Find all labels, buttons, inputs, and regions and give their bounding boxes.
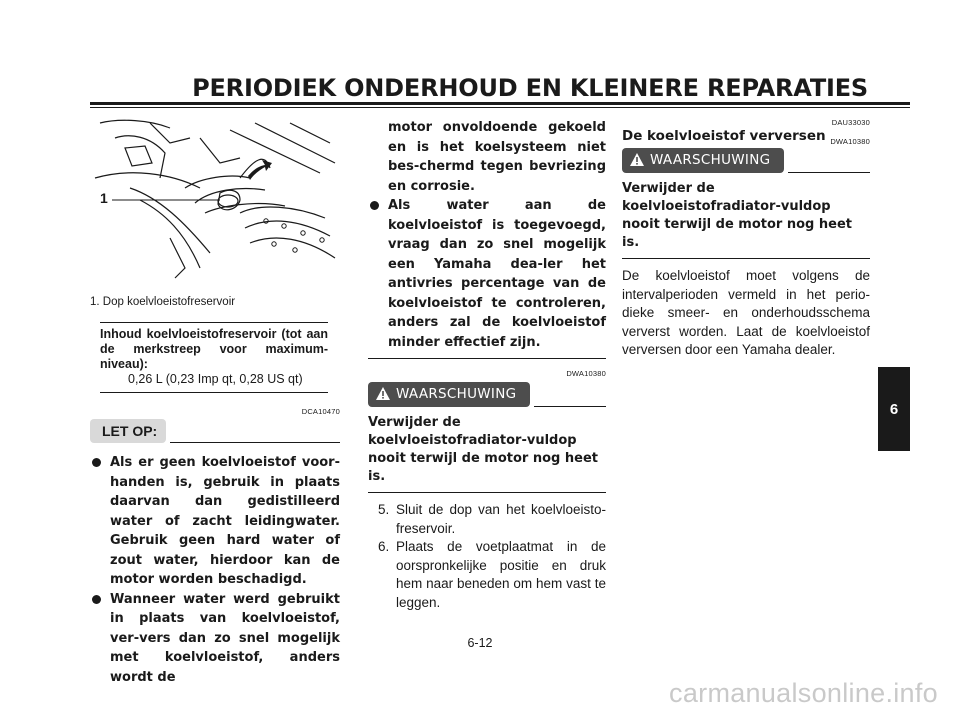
section-title: De koelvloeistof verversen bbox=[622, 128, 826, 144]
bullet-text: Als er geen koelvloeistof voor-handen is, gebruik in plaats daarvan dan gedistilleerd water of zacht leidingwater. Gebruik geen hard water of zout water, hierdoor kan de motor worden beschadigd. bbox=[110, 455, 340, 587]
page-number: 6-12 bbox=[467, 636, 493, 650]
bullet-text: Als water aan de koelvloeistof is toegevoegd, vraag dan zo snel mogelijk een Yamaha dea-ler het antivries percentage van de koelvloeistof te controleren, anders zal de koelvloeistof minder effectief zijn. bbox=[388, 198, 606, 350]
spec-value: 0,26 L (0,23 Imp qt, 0,28 US qt) bbox=[128, 372, 303, 386]
bullet-icon bbox=[92, 458, 101, 467]
page-header-title: PERIODIEK ONDERHOUD EN KLEINERE REPARATIES bbox=[192, 74, 868, 102]
step-text: Plaats de voetplaatmat in de oorspronkelijke positie en druk hem naar beneden om hem vast te leggen. bbox=[396, 539, 606, 610]
caution-badge: LET OP: bbox=[90, 419, 166, 443]
section-warning-code: DWA10380 bbox=[830, 137, 870, 146]
caution-rule bbox=[170, 442, 340, 443]
column-right bbox=[622, 118, 870, 360]
warning-rule bbox=[534, 406, 606, 407]
caution-continuation: motor onvoldoende gekoeld en is het koelsysteem niet bes-chermd tegen bevriezing en corrosie. bbox=[388, 120, 606, 194]
caution-header bbox=[90, 419, 340, 445]
spec-label: Inhoud koelvloeistofreservoir (tot aan de merkstreep voor maximum-niveau): bbox=[100, 327, 328, 371]
figure-caption: 1. Dop koelvloeistofreservoir bbox=[90, 296, 236, 308]
bullet-text: Wanneer water werd gebruikt in plaats van koelvloeistof, ver-vers dan zo snel mogelijk met koelvloeistof, anders wordt de bbox=[110, 591, 340, 685]
figure-callout-number: 1 bbox=[100, 190, 108, 206]
bullet-icon bbox=[370, 201, 379, 210]
step-number: 5. bbox=[378, 502, 390, 517]
steps-list bbox=[368, 501, 606, 612]
column-middle bbox=[368, 118, 606, 612]
step-text: Sluit de dop van het koelvloeisto-freservoir. bbox=[396, 502, 606, 536]
warning-text: Verwijder de koelvloeistofradiator-vuldop nooit terwijl de motor nog heet is. bbox=[368, 414, 606, 493]
section-warning-rule bbox=[788, 172, 870, 173]
spec-box bbox=[100, 322, 328, 393]
caution-code: DCA10470 bbox=[301, 407, 340, 416]
list-item bbox=[368, 501, 606, 538]
section-warning-text: Verwijder de koelvloeistofradiator-vuldop nooit terwijl de motor nog heet is. bbox=[622, 180, 870, 259]
coolant-reservoir-illustration bbox=[90, 118, 340, 288]
warning-triangle-icon bbox=[630, 153, 644, 166]
caution-bullet-list-2 bbox=[368, 196, 606, 352]
caution-bullet-list bbox=[90, 453, 340, 687]
warning-triangle-icon bbox=[376, 387, 390, 400]
section-code: DAU33030 bbox=[831, 118, 870, 127]
warning-code: DWA10380 bbox=[566, 369, 606, 378]
list-item bbox=[90, 453, 340, 590]
warning-badge-label: WAARSCHUWING bbox=[396, 386, 517, 402]
header-rule-thin bbox=[90, 107, 910, 108]
reservoir-drawing bbox=[90, 118, 340, 288]
chapter-tab: 6 bbox=[878, 367, 910, 451]
bullet-icon bbox=[92, 595, 101, 604]
caution-end-rule bbox=[368, 358, 606, 359]
column-left bbox=[90, 118, 340, 687]
warning-badge-label: WAARSCHUWING bbox=[650, 152, 771, 168]
section-body-text: De koelvloeistof moet volgens de intervalperioden vermeld in het perio-dieke smeer- en onderhoudsschema ververst worden. Laat de koelvloeistof verversen door een Yamaha dealer. bbox=[622, 268, 870, 357]
section-warning-badge bbox=[622, 148, 784, 173]
warning-header bbox=[368, 382, 606, 408]
step-number: 6. bbox=[378, 539, 390, 554]
section-warning-header bbox=[622, 148, 870, 174]
header-rule-thick bbox=[90, 102, 910, 105]
list-item bbox=[368, 196, 606, 352]
list-item bbox=[368, 538, 606, 612]
warning-badge bbox=[368, 382, 530, 407]
watermark: carmanualsonline.info bbox=[669, 678, 938, 708]
